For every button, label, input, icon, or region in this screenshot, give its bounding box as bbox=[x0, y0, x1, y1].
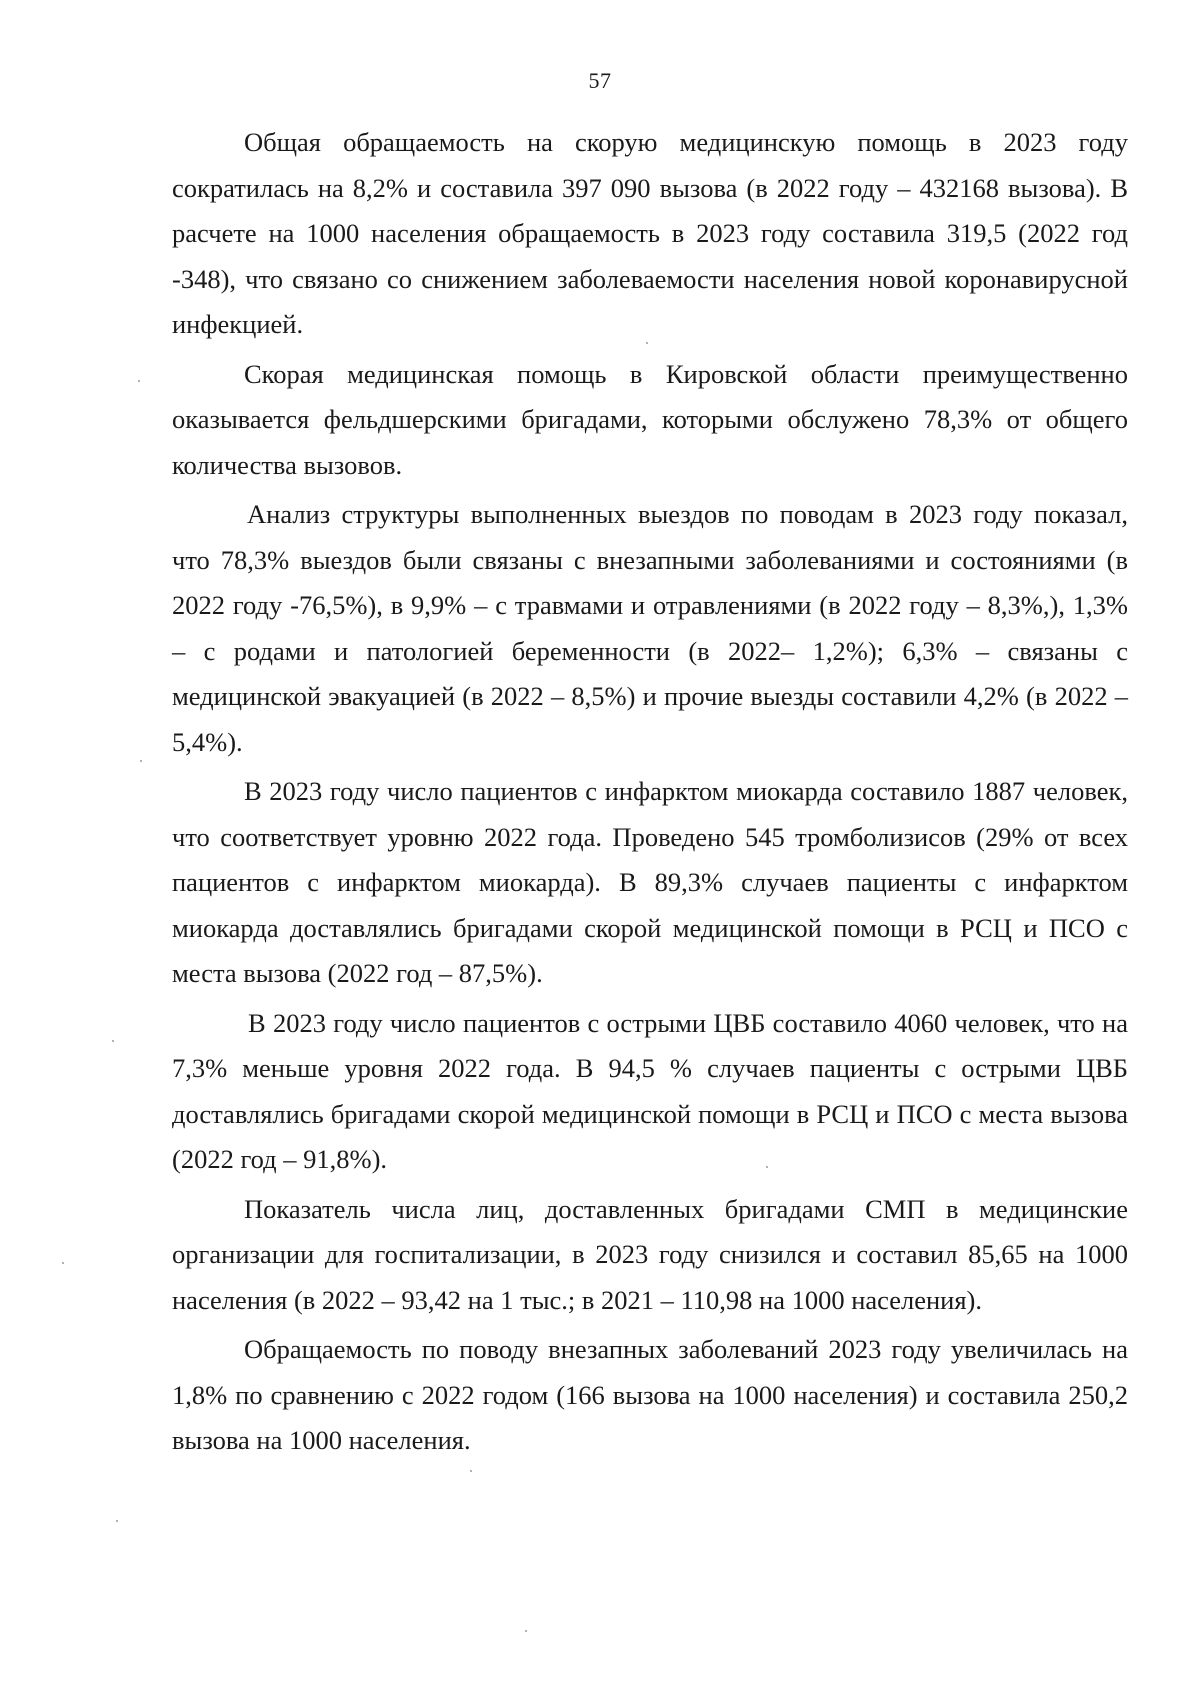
paragraph-cerebrovascular: В 2023 году число пациентов с острыми ЦВБ составило 4060 человек, что на 7,3% меньше уровня 2022 года. В 94,5 % случаев пациенты с острыми ЦВБ доставлялись бригадами скорой медицинской помощи в РСЦ и ПСО с места вызова (2022 год – 91,8%). bbox=[172, 1007, 1128, 1174]
page-number: 57 bbox=[588, 68, 612, 93]
document-body bbox=[172, 120, 1128, 1468]
scan-speck bbox=[140, 760, 142, 762]
scan-speck bbox=[470, 1470, 472, 1472]
scan-speck bbox=[62, 1262, 64, 1264]
scan-speck bbox=[112, 1040, 114, 1042]
paragraph-paramedic-teams: Скорая медицинская помощь в Кировской области преимущественно оказывается фельдшерскими бригадами, которыми обслужено 78,3% от общего количества вызовов. bbox=[172, 358, 1128, 480]
paragraph-sudden-illness: Обращаемость по поводу внезапных заболеваний 2023 году увеличилась на 1,8% по сравнению с 2022 годом (166 вызова на 1000 населения) и составила 250,2 вызова на 1000 населения. bbox=[172, 1334, 1128, 1455]
scan-speck bbox=[646, 342, 648, 344]
scan-speck bbox=[116, 1520, 118, 1522]
scan-speck bbox=[766, 1166, 768, 1168]
paragraph-call-structure: Анализ структуры выполненных выездов по поводам в 2023 году показал, что 78,3% выездов были связаны с внезапными заболеваниями и состояниями (в 2022 году -76,5%), в 9,9% – с травмами и отравлениями (в 2022 году – 8,3%,), 1,3% – с родами и патологией беременности (в 2022– 1,2%); 6,3% – связаны с медицинской эвакуацией (в 2022 – 8,5%) и прочие выезды составили 4,2% (в 2022 – 5,4%). bbox=[172, 499, 1128, 757]
scan-speck bbox=[138, 380, 140, 382]
paragraph-ambulance-calls: Общая обращаемость на скорую медицинскую помощь в 2023 году сократилась на 8,2% и составила 397 090 вызова (в 2022 году – 432168 вызова). В расчете на 1000 населения обращаемость в 2023 году составила 319,5 (2022 год -348), что связано со снижением заболеваемости населения новой коронавирусной инфекцией. bbox=[172, 127, 1128, 339]
paragraph-hospitalization-rate: Показатель числа лиц, доставленных бригадами СМП в медицинские организации для госпитализации, в 2023 году снизился и составил 85,65 на 1000 населения (в 2022 – 93,42 на 1 тыс.; в 2021 – 110,98 на 1000 населения). bbox=[172, 1193, 1128, 1315]
scan-speck bbox=[525, 1630, 527, 1632]
paragraph-myocardial-infarction: В 2023 году число пациентов с инфарктом миокарда составило 1887 человек, что соответствует уровню 2022 года. Проведено 545 тромболизисов (29% от всех пациентов с инфарктом миокарда). В 89,3% случаев пациенты с инфарктом миокарда доставлялись бригадами скорой медицинской помощи в РСЦ и ПСО с места вызова (2022 год – 87,5%). bbox=[172, 776, 1128, 988]
